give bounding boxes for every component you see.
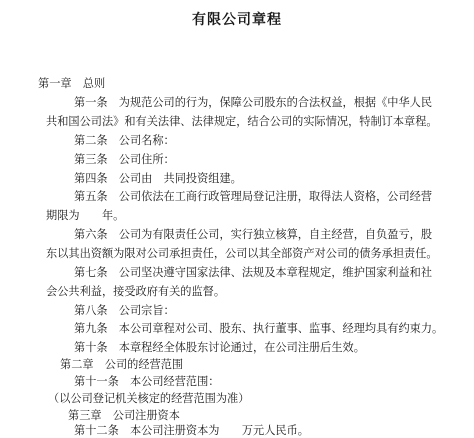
document-title: 有限公司章程 — [192, 12, 282, 28]
article-11: 第十一条 本公司经营范围： — [74, 375, 220, 388]
chapter-1-heading: 第一章 总则 — [38, 77, 106, 90]
article-9: 第九条 本公司章程对公司、股东、执行董事、监事、经理均具有约束力。 — [74, 322, 444, 335]
article-7-line-1: 第七条 公司坚决遵守国家法律、法规及本章程规定，维护国家利益和社 — [74, 266, 433, 279]
article-7-line-2: 会公共利益，接受政府有关的监督。 — [46, 285, 226, 298]
article-3: 第三条 公司住所： — [74, 153, 175, 166]
article-12: 第十二条 本公司注册资本为 万元人民币。 — [74, 424, 309, 437]
article-5-line-2: 期限为 年。 — [46, 209, 125, 222]
chapter-3-heading: 第三章 公司注册资本 — [68, 409, 180, 422]
article-8: 第八条 公司宗旨： — [74, 304, 175, 317]
article-5-line-1: 第五条 公司依法在工商行政管理局登记注册，取得法人资格，公司经营 — [74, 190, 433, 203]
business-scope-note: （以公司登记机关核定的经营范围为准） — [48, 392, 250, 405]
article-6-line-1: 第六条 公司为有限责任公司，实行独立核算，自主经营，自负盈亏，股 — [74, 228, 433, 241]
article-1-line-2: 共和国公司法》和有关法律、法律规定，结合公司的实际情况，特制订本章程。 — [46, 115, 438, 128]
article-4: 第四条 公司由 共同投资组建。 — [74, 172, 242, 185]
article-10: 第十条 本章程经全体股东讨论通过，在公司注册后生效。 — [74, 341, 365, 354]
article-6-line-2: 东以其出资额为限对公司承担责任，公司以其全部资产对公司的债务承担责任。 — [46, 247, 438, 260]
article-1-line-1: 第一条 为规范公司的行为，保障公司股东的合法权益，根据《中华人民 — [74, 96, 433, 109]
article-2: 第二条 公司名称： — [74, 134, 175, 147]
chapter-2-heading: 第二章 公司的经营范围 — [60, 358, 184, 371]
